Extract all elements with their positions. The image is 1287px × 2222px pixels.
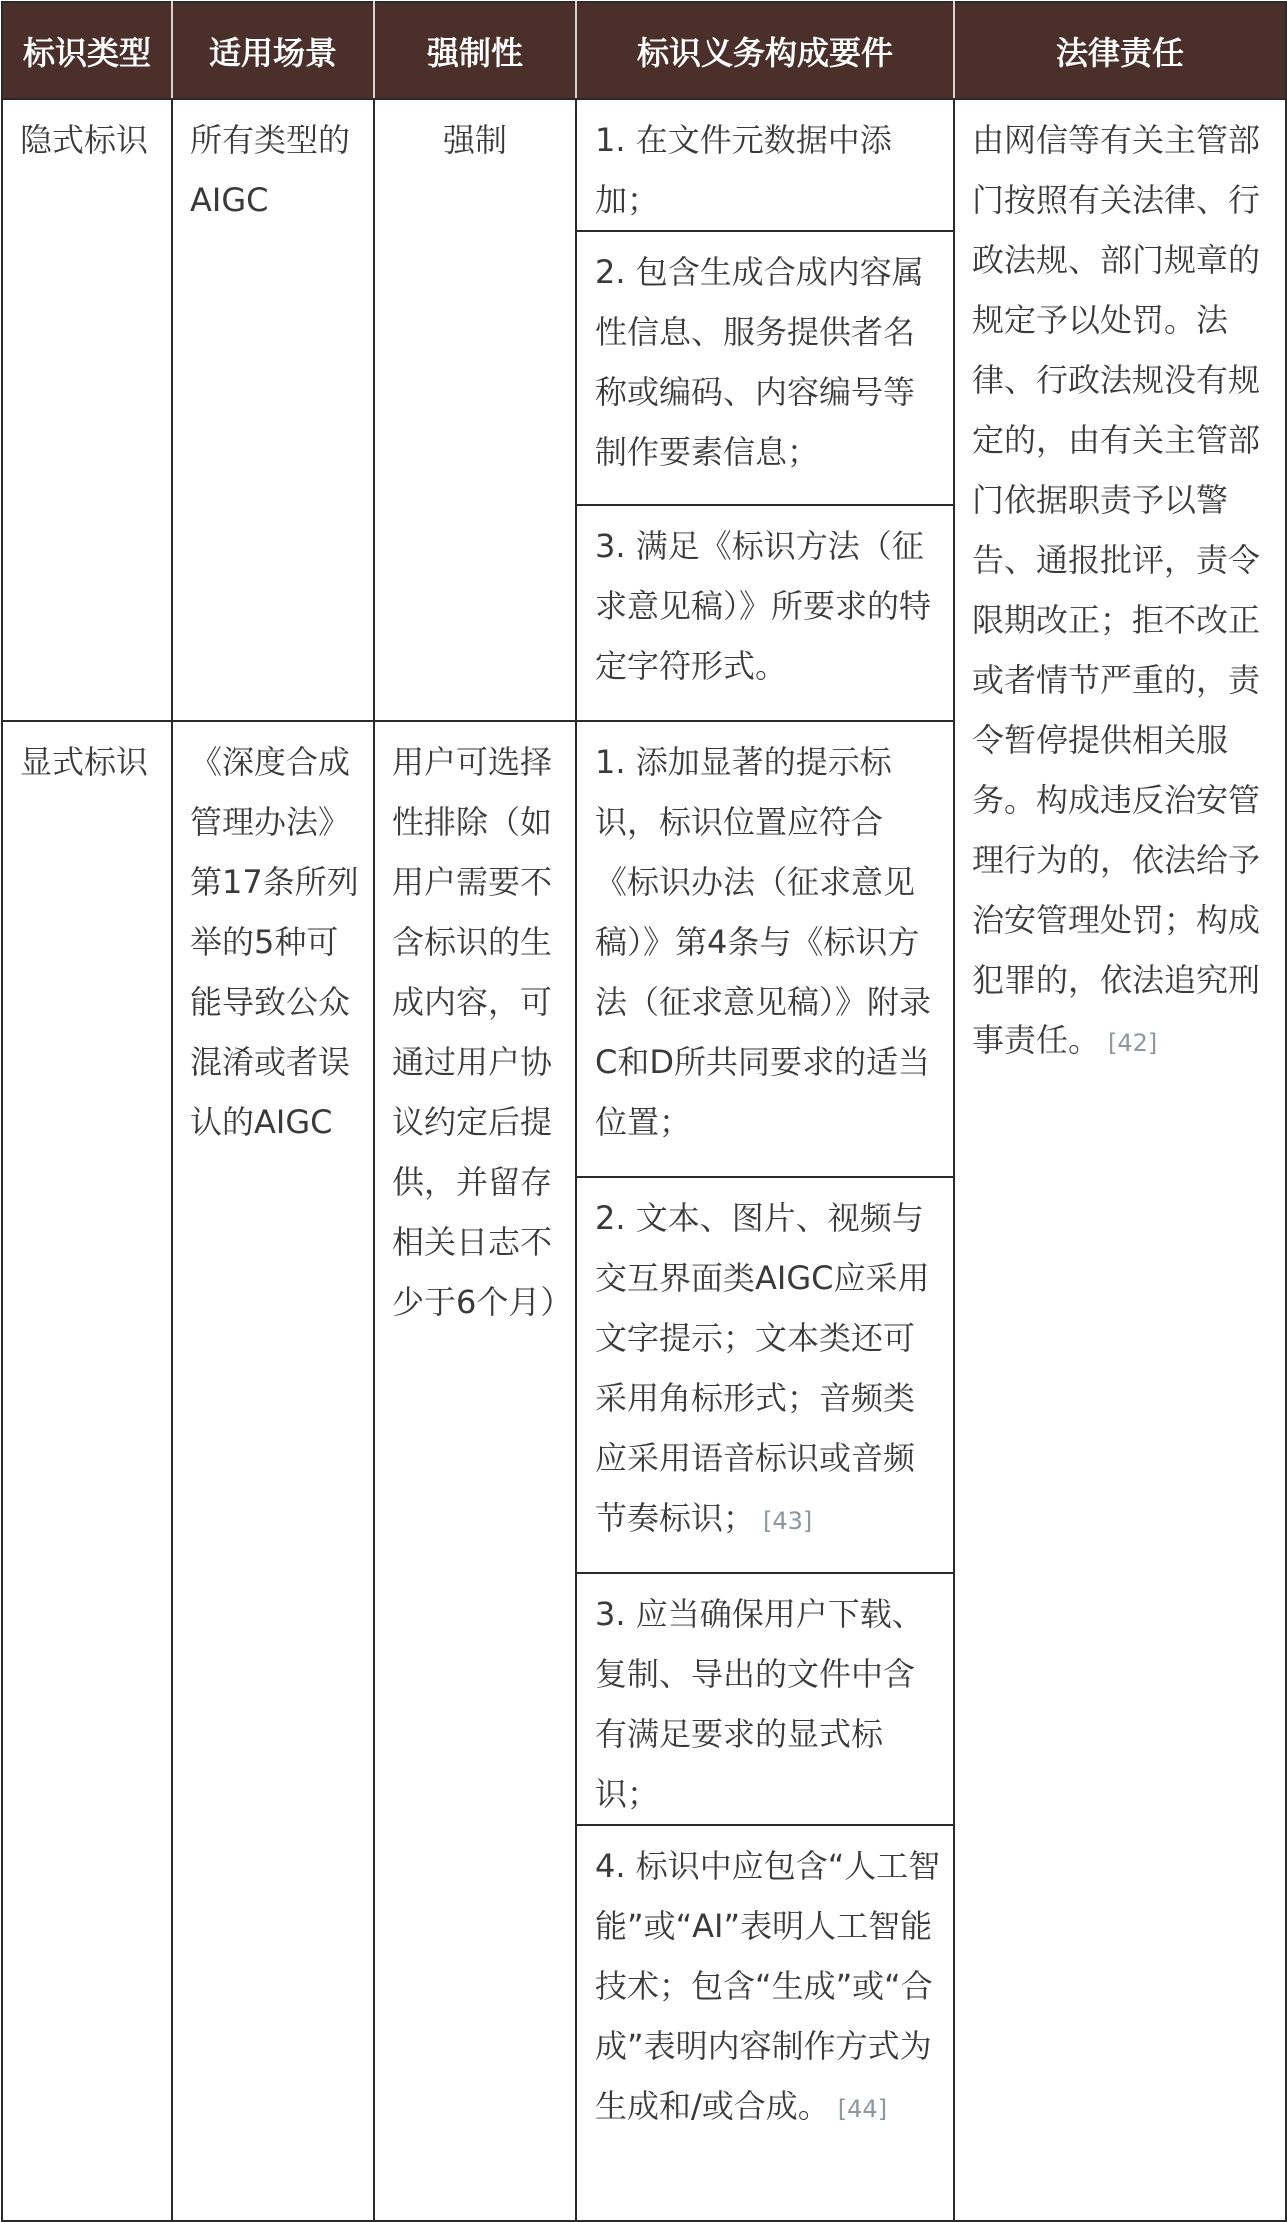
explicit-scenario-cell: 《深度合成管理办法》第17条所列举的5种可能导致公众混淆或者误认的AIGC [172,721,374,2221]
explicit-requirement-3-text: 3. 应当确保用户下载、复制、导出的文件中含有满足要求的显式标识； [595,1595,924,1813]
implicit-requirement-1: 1. 在文件元数据中添加； [576,99,954,231]
implicit-mandatory-cell: 强制 [374,99,576,721]
explicit-requirement-2 [576,1177,954,1573]
header-scenario: 适用场景 [172,2,374,99]
explicit-requirement-4 [576,1825,954,2221]
table-row [2,99,1286,231]
header-requirements: 标识义务构成要件 [576,2,954,99]
explicit-mandatory-cell: 用户可选择性排除（如用户需要不含标识的生成内容，可通过用户协议约定后提供，并留存相关日志不少于6个月） [374,721,576,2221]
header-mandatory: 强制性 [374,2,576,99]
implicit-requirement-2: 2. 包含生成合成内容属性信息、服务提供者名称或编码、内容编号等制作要素信息； [576,231,954,505]
explicit-type-cell: 显式标识 [2,721,172,2221]
explicit-requirement-2-reference: [43] [763,1507,813,1535]
header-label-type: 标识类型 [2,2,172,99]
implicit-type-cell: 隐式标识 [2,99,172,721]
labeling-obligations-table [1,1,1287,2222]
header-liability: 法律责任 [954,2,1286,99]
liability-cell [954,99,1286,2221]
implicit-scenario-cell: 所有类型的AIGC [172,99,374,721]
liability-text: 由网信等有关主管部门按照有关法律、行政法规、部门规章的规定予以处罚。法律、行政法规没有规定的，由有关主管部门依据职责予以警告、通报批评，责令限期改正；拒不改正或者情节严重的，责令暂停提供相关服务。构成违反治安管理行为的，依法给予治安管理处罚；构成犯罪的，依法追究刑事责任。 [972,121,1261,1059]
explicit-requirement-1 [576,721,954,1177]
explicit-requirement-3 [576,1573,954,1825]
explicit-requirement-1-text: 1. 添加显著的提示标识，标识位置应符合《标识办法（征求意见稿）》第4条与《标识方法（征求意见稿）》附录C和D所共同要求的适当位置； [595,743,932,1141]
header-row [2,2,1286,99]
explicit-requirement-4-text: 4. 标识中应包含“人工智能”或“AI”表明人工智能技术；包含“生成”或“合成”表明内容制作方式为生成和/或合成。 [595,1847,941,2125]
implicit-requirement-3: 3. 满足《标识方法（征求意见稿）》所要求的特定字符形式。 [576,505,954,721]
explicit-requirement-4-reference: [44] [837,2095,888,2123]
explicit-requirement-2-text: 2. 文本、图片、视频与交互界面类AIGC应采用文字提示；文本类还可采用角标形式；音频类应采用语音标识或音频节奏标识； [595,1199,930,1537]
liability-reference: [42] [1108,1029,1158,1057]
